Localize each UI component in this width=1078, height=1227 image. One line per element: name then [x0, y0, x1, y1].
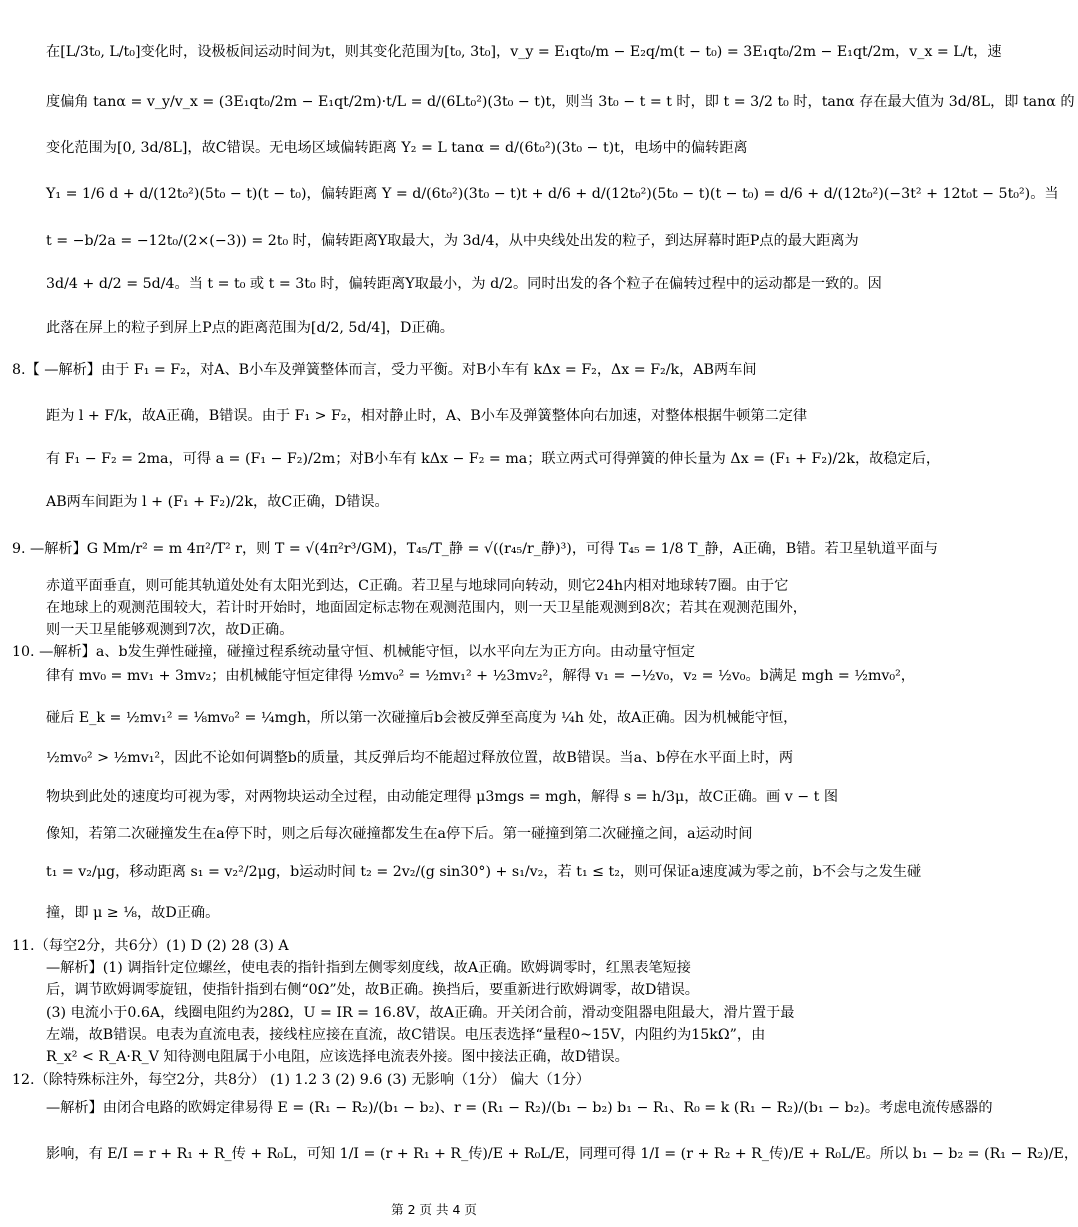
- text-line: 度偏角 tanα = v_y/v_x = (3E₁qt₀/2m − E₁qt/2m)·t/L = d/(6Lt₀²)(3t₀ − t)t，则当 3t₀ − t = t 时，即 t = 3/2 t₀ 时，tanα 存在最大值为 3d/8L，即 tanα 的: [46, 94, 1075, 110]
- text-line: 11.（每空2分，共6分）(1) D (2) 28 (3) A: [12, 938, 289, 954]
- text-line: (3) 电流小于0.6A，线圈电阻约为28Ω，U = IR = 16.8V，故A正确。开关闭合前，滑动变阻器电阻最大，滑片置于最: [46, 1005, 795, 1021]
- text-line: ½mv₀² > ½mv₁²，因此不论如何调整b的质量，其反弹后均不能超过释放位置，故B错误。当a、b停在水平面上时，两: [46, 750, 794, 766]
- text-line: 物块到此处的速度均可视为零，对两物块运动全过程，由动能定理得 μ3mgs = mgh，解得 s = h/3μ，故C正确。画 v − t 图: [46, 789, 839, 805]
- text-line: t₁ = v₂/μg，移动距离 s₁ = v₂²/2μg，b运动时间 t₂ = 2v₂/(g sin30°) + s₁/v₂，若 t₁ ≤ t₂，则可保证a速度减为零之前，b不会与之发生碰: [46, 864, 922, 880]
- text-line: —解析】由闭合电路的欧姆定律易得 E = (R₁ − R₂)/(b₁ − b₂)、r = (R₁ − R₂)/(b₁ − b₂) b₁ − R₁、R₀ = k (R₁ − R₂)/(b₁ − b₂)。考虑电流传感器的: [46, 1100, 993, 1116]
- text-line: Y₁ = 1/6 d + d/(12t₀²)(5t₀ − t)(t − t₀)，偏转距离 Y = d/(6t₀²)(3t₀ − t)t + d/6 + d/(12t₀²)(5t₀ − t)(t − t₀) = d/6 + d/(12t₀²)(−3t² + 12t₀t − 5t₀²)。当: [46, 186, 1059, 202]
- text-line: 3d/4 + d/2 = 5d/4。当 t = t₀ 或 t = 3t₀ 时，偏转距离Y取最小，为 d/2。同时出发的各个粒子在偏转过程中的运动都是一致的。因: [46, 276, 882, 292]
- text-line: 赤道平面垂直，则可能其轨道处处有太阳光到达，C正确。若卫星与地球同向转动，则它24h内相对地球转7圈。由于它: [46, 578, 789, 594]
- text-line: 左端，故B错误。电表为直流电表，接线柱应接在直流，故C错误。电压表选择“量程0~15V，内阻约为15kΩ”，由: [46, 1027, 766, 1043]
- text-line: 变化范围为[0, 3d/8L]，故C错误。无电场区域偏转距离 Y₂ = L tanα = d/(6t₀²)(3t₀ − t)t，电场中的偏转距离: [46, 140, 748, 156]
- text-line: 在地球上的观测范围较大，若计时开始时，地面固定标志物在观测范围内，则一天卫星能观测到8次；若其在观测范围外，: [46, 600, 807, 616]
- text-line: AB两车间距为 l + (F₁ + F₂)/2k，故C正确，D错误。: [46, 494, 389, 510]
- text-line: 10. —解析】a、b发生弹性碰撞，碰撞过程系统动量守恒、机械能守恒，以水平向左为正方向。由动量守恒定: [12, 644, 696, 660]
- text-line: 碰后 E_k = ½mv₁² = ⅛mv₀² = ¼mgh，所以第一次碰撞后b会被反弹至高度为 ¼h 处，故A正确。因为机械能守恒，: [46, 710, 798, 726]
- text-line: —解析】(1) 调指针定位螺丝，使电表的指针指到左侧零刻度线，故A正确。欧姆调零时，红黑表笔短接: [46, 960, 691, 976]
- text-line: 距为 l + F/k，故A正确，B错误。由于 F₁ > F₂，相对静止时，A、B小车及弹簧整体向右加速，对整体根据牛顿第二定律: [46, 408, 808, 424]
- text-line: 有 F₁ − F₂ = 2ma，可得 a = (F₁ − F₂)/2m；对B小车有 kΔx − F₂ = ma；联立两式可得弹簧的伸长量为 Δx = (F₁ + F₂)/2k，故稳定后，: [46, 451, 941, 467]
- text-line: 此落在屏上的粒子到屏上P点的距离范围为[d/2, 5d/4]，D正确。: [46, 320, 454, 336]
- text-line: t = −b/2a = −12t₀/(2×(−3)) = 2t₀ 时，偏转距离Y取最大，为 3d/4，从中央线处出发的粒子，到达屏幕时距P点的最大距离为: [46, 233, 859, 249]
- text-line: 影响，有 E/I = r + R₁ + R_传 + R₀L，可知 1/I = (r + R₁ + R_传)/E + R₀L/E，同理可得 1/I = (r + R₂ + R_传)/E + R₀L/E。所以 b₁ − b₂ = (R₁ − R₂)/E，: [46, 1146, 1078, 1162]
- text-line: 撞，即 μ ≥ ⅛，故D正确。: [46, 905, 220, 921]
- text-line: 像知，若第二次碰撞发生在a停下时，则之后每次碰撞都发生在a停下后。第一碰撞到第二次碰撞之间，a运动时间: [46, 826, 753, 842]
- text-line: 后，调节欧姆调零旋钮，使指针指到右侧“0Ω”处，故B正确。换挡后，要重新进行欧姆调零，故D错误。: [46, 982, 699, 998]
- text-line: 9. —解析】G Mm/r² = m 4π²/T² r，则 T = √(4π²r³/GM)，T₄₅/T_静 = √((r₄₅/r_静)³)，可得 T₄₅ = 1/8 T_静，A正确，B错。若卫星轨道平面与: [12, 541, 939, 557]
- text-line: 12.（除特殊标注外，每空2分，共8分） (1) 1.2 3 (2) 9.6 (3) 无影响（1分） 偏大（1分）: [12, 1072, 591, 1088]
- text-line: 在[L/3t₀, L/t₀]变化时，设极板间运动时间为t，则其变化范围为[t₀, 3t₀]，v_y = E₁qt₀/m − E₂q/m(t − t₀) = 3E₁qt₀/2m − E₁qt/2m，v_x = L/t，速: [46, 44, 1002, 60]
- text-line: 8.【 —解析】由于 F₁ = F₂，对A、B小车及弹簧整体而言，受力平衡。对B小车有 kΔx = F₂，Δx = F₂/k，AB两车间: [12, 362, 757, 378]
- text-line: R_x² < R_A·R_V 知待测电阻属于小电阻，应该选择电流表外接。图中接法正确，故D错误。: [46, 1049, 629, 1065]
- text-line: 则一天卫星能够观测到7次，故D正确。: [46, 622, 294, 638]
- text-line: 律有 mv₀ = mv₁ + 3mv₂；由机械能守恒定律得 ½mv₀² = ½mv₁² + ½3mv₂²，解得 v₁ = −½v₀，v₂ = ½v₀。b满足 mgh = ½mv₀²，: [46, 668, 915, 684]
- page-footer: 第 2 页 共 4 页: [391, 1202, 477, 1217]
